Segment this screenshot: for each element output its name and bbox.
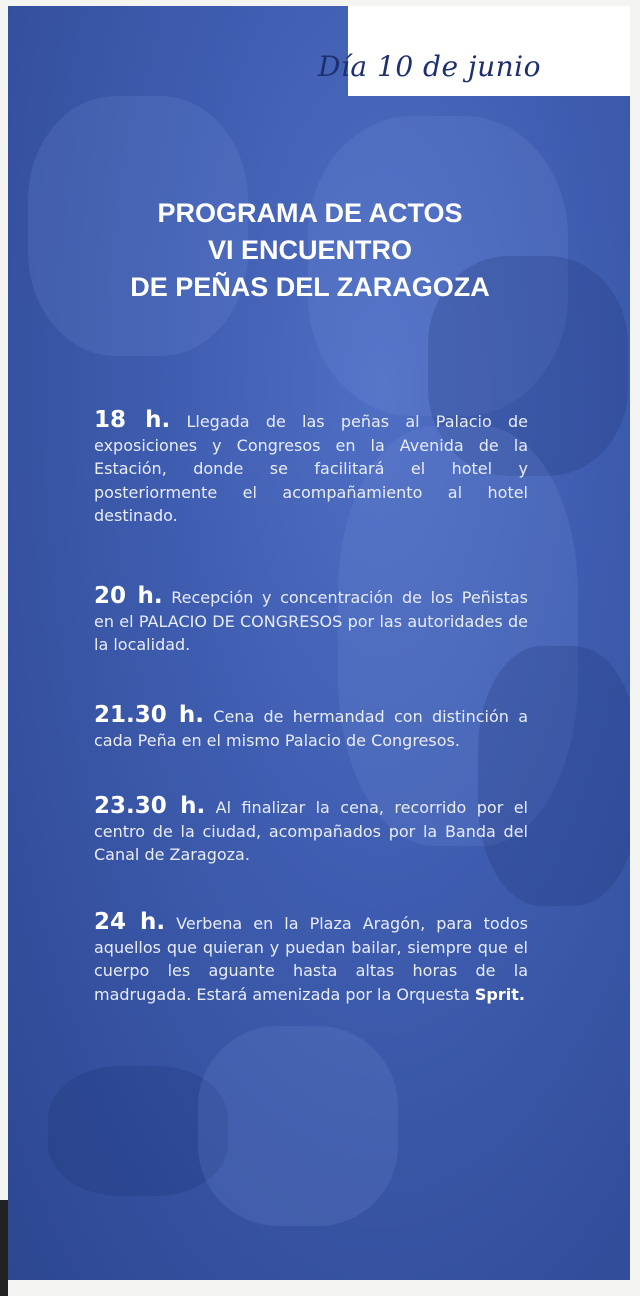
title-line: PROGRAMA DE ACTOS [157, 198, 463, 228]
title-line: DE PEÑAS DEL ZARAGOZA [130, 272, 490, 302]
background-figure-shape [198, 1026, 398, 1226]
schedule-time: 20 h. [94, 583, 163, 609]
background-figure-shape [478, 646, 630, 906]
orchestra-name: Sprit. [474, 984, 525, 1004]
schedule-time: 18 h. [94, 407, 171, 433]
schedule-text: Al finalizar la cena, recorrido por el centro de la ciudad, acompañados por la Banda del Canal de Zaragoza. [94, 798, 528, 864]
schedule-item [94, 409, 528, 528]
page-title [60, 195, 560, 306]
schedule-time: 24 h. [94, 909, 166, 935]
schedule-item [94, 704, 528, 752]
schedule-text: Llegada de las peñas al Palacio de exposiciones y Congresos en la Avenida de la Estación, donde se facilitará el hotel y posteriormente el acompañamiento al hotel destinado. [94, 412, 528, 525]
schedule-time: 21.30 h. [94, 702, 205, 728]
schedule-item [94, 911, 528, 1006]
schedule-item [94, 585, 528, 657]
title-line: VI ENCUENTRO [207, 235, 413, 265]
schedule-item [94, 795, 528, 867]
schedule-text: Recepción y concentración de los Peñistas en el PALACIO DE CONGRESOS por las autoridades de la localidad. [94, 588, 528, 654]
schedule-text: Cena de hermandad con distinción a cada Peña en el mismo Palacio de Congresos. [94, 707, 528, 750]
date-heading: Día 10 de junio [318, 50, 541, 83]
schedule-text: Verbena en la Plaza Aragón, para todos aquellos que quieran y puedan bailar, siempre que el cuerpo les aguante hasta altas horas de la madrugada. Estará amenizada por la Orquesta [94, 914, 528, 1004]
edge-shadow [0, 1200, 8, 1296]
schedule-time: 23.30 h. [94, 793, 206, 819]
